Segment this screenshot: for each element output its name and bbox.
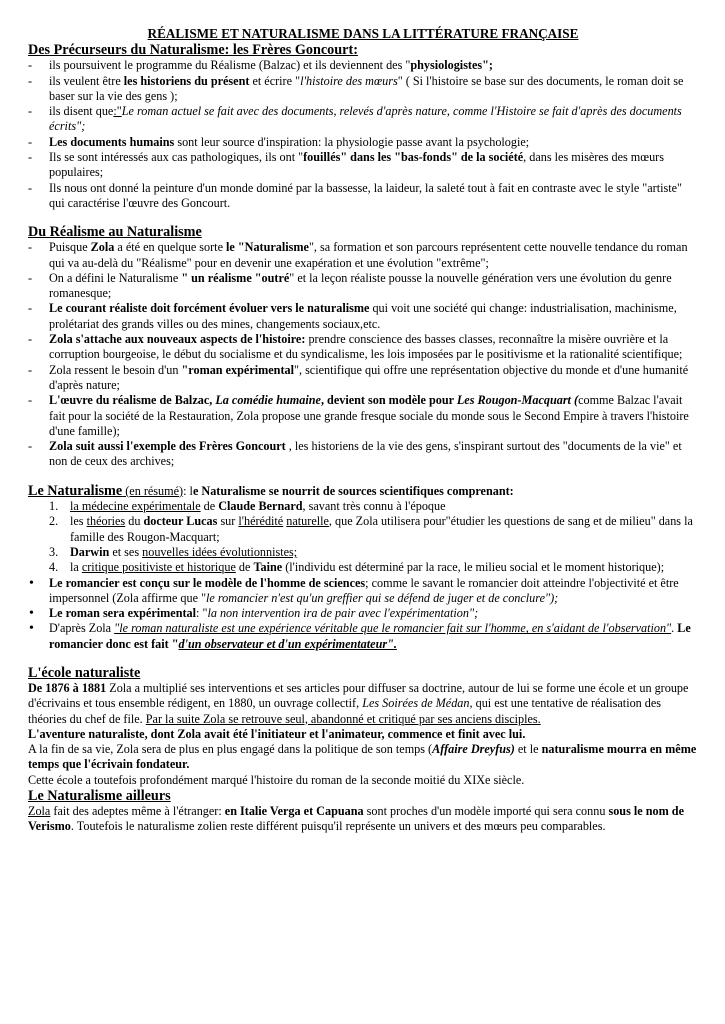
text-bold: Les documents humains xyxy=(49,134,175,149)
text: Zola a multiplié ses interventions et ses articles pour diffuser sa doctrine, autour de lui se forme une école et un groupe d'écrivains et tous ensemble rédigent, en 1880, un ouvrage collectif, xyxy=(28,680,689,711)
quote-italic: Le roman actuel se fait avec des documents, relevés d'après nature, comme l'Histoire se fait d'après des documents écrits"; xyxy=(49,104,682,134)
text: ", scientifique qui offre une représentation objective du monde et d'une humanité d'après nature; xyxy=(49,362,689,392)
section-goncourt xyxy=(28,42,698,211)
text: A la fin de sa vie, Zola sera de plus en plus engagé dans la politique de son temps ( xyxy=(28,742,433,757)
text-underline: Par la suite Zola se retrouve seul, abandonné et critiqué par ses anciens disciples. xyxy=(145,711,541,726)
text: la xyxy=(70,560,82,575)
text-bold: " un réalisme "outré xyxy=(181,270,290,285)
item-number: 3. xyxy=(49,544,59,559)
text: de xyxy=(235,560,254,575)
section-heading-ailleurs: Le Naturalisme ailleurs xyxy=(28,788,171,805)
text: Zola ressent le besoin d'un xyxy=(49,362,182,377)
sources-list xyxy=(28,499,698,575)
text-bold: physiologistes"; xyxy=(410,58,493,73)
text-underline: Zola xyxy=(28,804,51,819)
section-intro-naturalisme xyxy=(28,483,698,499)
list-item xyxy=(28,181,698,212)
text: prendre conscience des basses classes, reconnaître la misère ouvrière et la corruption bourgeoise, le début du socialisme et du syndicalisme, les lois imposées par le positivisme et la rationalité scientifique; xyxy=(49,332,683,362)
text: (l'individu est déterminé par la race, le milieu social et le moment historique); xyxy=(282,560,665,575)
text-bold: Zola xyxy=(90,240,115,255)
section-heading-ecole: L'école naturaliste xyxy=(28,664,141,681)
quote-italic: la non intervention ira de pair avec l'expérimentation"; xyxy=(207,606,479,621)
list-item xyxy=(28,545,698,560)
text-bold: L'œuvre du réalisme de Balzac, xyxy=(49,393,216,408)
text-bold: le "Naturalisme xyxy=(226,240,309,255)
text: qui voit une société qui change: industrialisation, machinisme, prolétariat des grands villes ou des mines, changements sociaux,etc. xyxy=(49,301,677,331)
text: comme Balzac l'avait fait pour la société de la Restauration, Zola propose une grande fresque sociale du monde sous le Second Empire à travers l'histoire d'une famille); xyxy=(49,393,689,438)
list-item xyxy=(28,240,698,271)
text-italic: l'histoire des mœurs xyxy=(300,73,398,88)
text-bold: Le courant réaliste doit forcément évoluer vers le naturalisme xyxy=(49,301,370,316)
list-item xyxy=(28,363,698,394)
text: Puisque xyxy=(49,240,91,255)
heading-subtitle: (en résumé) xyxy=(122,483,184,498)
text: sont leur source d'inspiration: la physiologie passe avant la psychologie; xyxy=(174,134,530,149)
paragraph xyxy=(28,742,698,773)
list-item xyxy=(28,301,698,332)
text: qui est une tentative de réalisation des théories du chef de file. xyxy=(28,696,662,726)
text: et ses xyxy=(109,544,143,559)
item-number: 2. xyxy=(49,514,59,529)
text-underline: nouvelles idées évolutionnistes; xyxy=(142,544,298,559)
text: Ils nous ont donné la peinture d'un monde dominé par la bassesse, la laideur, la saleté tout à fait en contraste avec le style "artiste" qui caractérise l'œuvre des Goncourt. xyxy=(49,180,683,210)
list-item xyxy=(28,271,698,302)
text-bold: De 1876 à 1881 xyxy=(28,680,107,695)
text: " ( Si l'histoire se base sur des documents, le roman doit se baser sur la vie des gens ); xyxy=(49,73,684,103)
text: ils poursuivent le programme du Réalisme (Balzac) et ils deviennent des " xyxy=(49,58,411,73)
text: et écrire " xyxy=(249,73,301,88)
list-item xyxy=(28,135,698,150)
text: , les historiens de la vie des gens, s'inspirant surtout des "documents de la vie" et non de ceux des archives; xyxy=(49,439,682,469)
quote-italic-underline: s'aidant de l'observation" xyxy=(546,621,672,636)
item-number: 4. xyxy=(49,560,59,575)
list-item xyxy=(28,621,698,652)
text: fait des adeptes même à l'étranger: xyxy=(50,804,225,819)
text-bold: docteur Lucas xyxy=(143,514,218,529)
text: ils veulent être xyxy=(49,73,124,88)
text: a été en quelque sorte xyxy=(114,240,227,255)
text-bold: , devient son modèle pour xyxy=(320,393,457,408)
text: " et la leçon réaliste pousse la nouvelle génération vers une évolution du genre romanesque; xyxy=(49,270,672,301)
quote-italic: le romancier n'est qu'un greffier qui se défend de juger et de conclure"); xyxy=(206,590,559,605)
document-page xyxy=(28,26,698,835)
text-bold: sous le nom de Verismo xyxy=(28,804,684,834)
section-ecole-naturaliste xyxy=(28,665,698,788)
text-bold: en Italie Verga et Capuana xyxy=(224,804,364,819)
text: sur xyxy=(217,514,239,529)
list-item xyxy=(28,332,698,363)
text: : " xyxy=(196,606,208,621)
text-bold: naturalisme mourra en même temps que l'écrivain fondateur. xyxy=(28,742,697,772)
list-item xyxy=(28,439,698,470)
goncourt-list xyxy=(28,58,698,211)
list-item xyxy=(28,576,698,607)
section-heading-realisme: Du Réalisme au Naturalisme xyxy=(28,224,202,241)
item-number: 1. xyxy=(49,499,59,514)
list-item xyxy=(28,393,698,439)
text-bold: Darwin xyxy=(70,544,110,559)
text: : l xyxy=(183,483,193,498)
text-underline: l'hérédité xyxy=(238,514,284,529)
realisme-list xyxy=(28,240,698,469)
text: de xyxy=(200,499,219,514)
text-bold: les historiens du présent xyxy=(123,73,250,88)
text-bold: Le romancier est conçu sur le modèle de l'homme de sciences xyxy=(49,575,366,590)
text-bold: Claude Bernard xyxy=(218,499,303,514)
text-underline: :" xyxy=(113,104,122,119)
text-bold: "roman expérimental xyxy=(181,362,294,377)
list-item xyxy=(28,104,698,135)
section-heading-goncourt: Des Précurseurs du Naturalisme: les Frères Goncourt: xyxy=(28,42,358,59)
text-bold: fouillés" dans les "bas-fonds" de la société xyxy=(303,150,524,165)
text-bold-italic: Les Rougon-Macquart ( xyxy=(456,393,579,408)
text: , que Zola utilisera pour"étudier les questions de sang et de milieu" dans la famille des Rougon-Macquart; xyxy=(70,514,693,544)
text-bold: Zola suit aussi l'exemple des Frères Goncourt xyxy=(49,439,286,454)
naturalisme-bullets xyxy=(28,576,698,652)
text-bold: e Naturalisme se nourrit de sources scientifiques comprenant: xyxy=(192,483,514,498)
list-item xyxy=(28,499,698,514)
text: ils disent que xyxy=(49,104,114,119)
list-item xyxy=(28,58,698,73)
text-bold: Taine xyxy=(253,560,283,575)
text-underline: critique positiviste et historique xyxy=(81,560,236,575)
text: , savant très connu à l'époque xyxy=(302,499,446,514)
list-item xyxy=(28,150,698,181)
quote-bold-italic-underline: d'un observateur et d'un expérimentateur". xyxy=(178,636,397,651)
list-item xyxy=(28,514,698,545)
document-title: RÉALISME ET NATURALISME DANS LA LITTÉRATURE FRANÇAISE xyxy=(147,26,579,41)
paragraph xyxy=(28,681,698,727)
text-underline: la médecine expérimentale xyxy=(70,499,201,514)
section-heading-naturalisme: Le Naturalisme xyxy=(28,482,123,499)
text: du xyxy=(125,514,144,529)
text-bold: Le roman sera expérimental xyxy=(49,606,197,621)
text: . xyxy=(671,621,678,636)
section-naturalisme-ailleurs xyxy=(28,788,698,835)
text: Ils se sont intéressés aux cas pathologiques, ils ont " xyxy=(49,150,304,165)
text-bold: Zola s'attache aux nouveaux aspects de l'histoire: xyxy=(49,332,306,347)
text: D'après Zola xyxy=(49,621,115,636)
paragraph: L'aventure naturaliste, dont Zola avait été l'initiateur et l'animateur, commence et finit avec lui. xyxy=(28,726,526,741)
text: ", sa formation et son parcours représentent cette nouvelle tendance du roman qui va au-delà du "Réalisme" pour en devenir une exapération et une évolution "extrême"; xyxy=(49,240,688,270)
text: ; comme le savant le romancier doit atteindre l'objectivité et être impersonnel (Zola affirme que " xyxy=(49,575,679,605)
list-item xyxy=(28,606,698,621)
text: On a défini le Naturalisme xyxy=(49,270,182,285)
text-bold: Le romancier donc est fait " xyxy=(49,621,691,651)
section-naturalisme-resume xyxy=(28,483,698,652)
text: . Toutefois le naturalisme zolien reste différent puisqu'il représente un univers et des mœurs peu comparables. xyxy=(70,819,606,834)
paragraph: Cette école a toutefois profondément marqué l'histoire du roman de la seconde moitié du XIXe siècle. xyxy=(28,772,525,787)
text: , dans les misères des mœurs populaires; xyxy=(49,150,664,180)
section-realisme-naturalisme xyxy=(28,224,698,469)
quote-italic-underline: "le roman naturaliste est une expérience véritable que le romancier fait sur l'homme, en xyxy=(114,621,547,636)
list-item xyxy=(28,74,698,105)
text-underline: théories xyxy=(86,514,126,529)
text-italic: Les Soirées de Médan, xyxy=(362,696,473,711)
text-bold-italic: Affaire Dreyfus) xyxy=(432,742,515,757)
text: sont proches d'un modèle importé qui sera connu xyxy=(363,804,609,819)
paragraph xyxy=(28,804,698,835)
list-item xyxy=(28,560,698,575)
text: et le xyxy=(514,742,542,757)
text: les xyxy=(70,514,87,529)
text-underline: naturelle xyxy=(286,514,329,529)
text-bold-italic: La comédie humaine xyxy=(215,393,321,408)
